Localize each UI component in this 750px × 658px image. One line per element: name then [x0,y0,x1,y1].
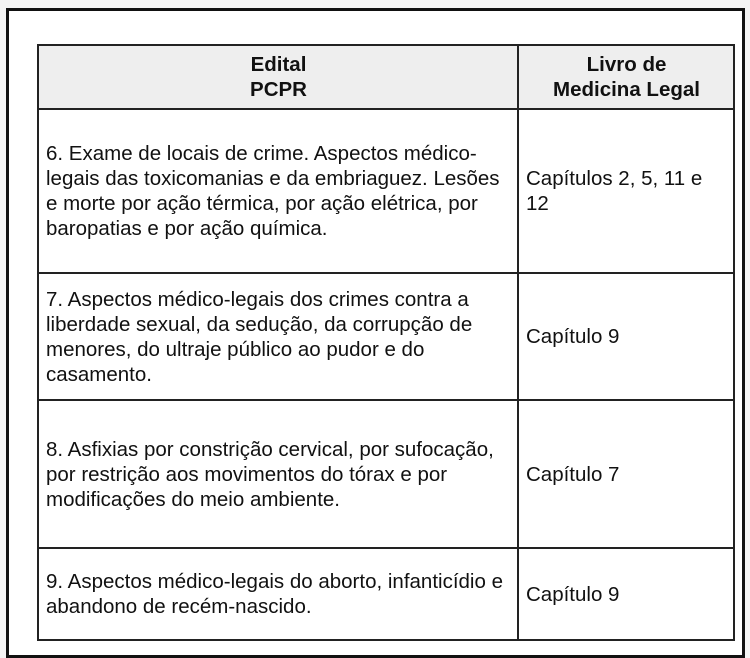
header-livro-line2: Medicina Legal [553,78,700,101]
header-edital-line1: Edital [250,53,307,76]
table-row [38,400,734,548]
syllabus-table [37,44,735,641]
document-frame [6,8,745,658]
header-edital [38,45,518,109]
topic-cell: 7. Aspectos médico-legais dos crimes contra a liberdade sexual, da sedução, da corrupção de menores, do ultraje público ao pudor e do casamento. [38,273,518,400]
topic-cell: 6. Exame de locais de crime. Aspectos médico-legais das toxicomanias e da embriaguez. Lesões e morte por ação térmica, por ação elétrica, por baropatias e por ação química. [38,109,518,273]
topic-cell: 9. Aspectos médico-legais do aborto, infanticídio e abandono de recém-nascido. [38,548,518,640]
table-row [38,273,734,400]
chapter-cell: Capítulo 7 [518,400,734,548]
table-row [38,548,734,640]
header-livro-line1: Livro de [586,53,667,76]
table-row [38,109,734,273]
chapter-cell: Capítulos 2, 5, 11 e 12 [518,109,734,273]
header-livro [518,45,734,109]
chapter-cell: Capítulo 9 [518,548,734,640]
chapter-cell: Capítulo 9 [518,273,734,400]
table-header-row [38,45,734,109]
topic-cell: 8. Asfixias por constrição cervical, por sufocação, por restrição aos movimentos do tórax e por modificações do meio ambiente. [38,400,518,548]
header-edital-line2: PCPR [250,78,307,101]
